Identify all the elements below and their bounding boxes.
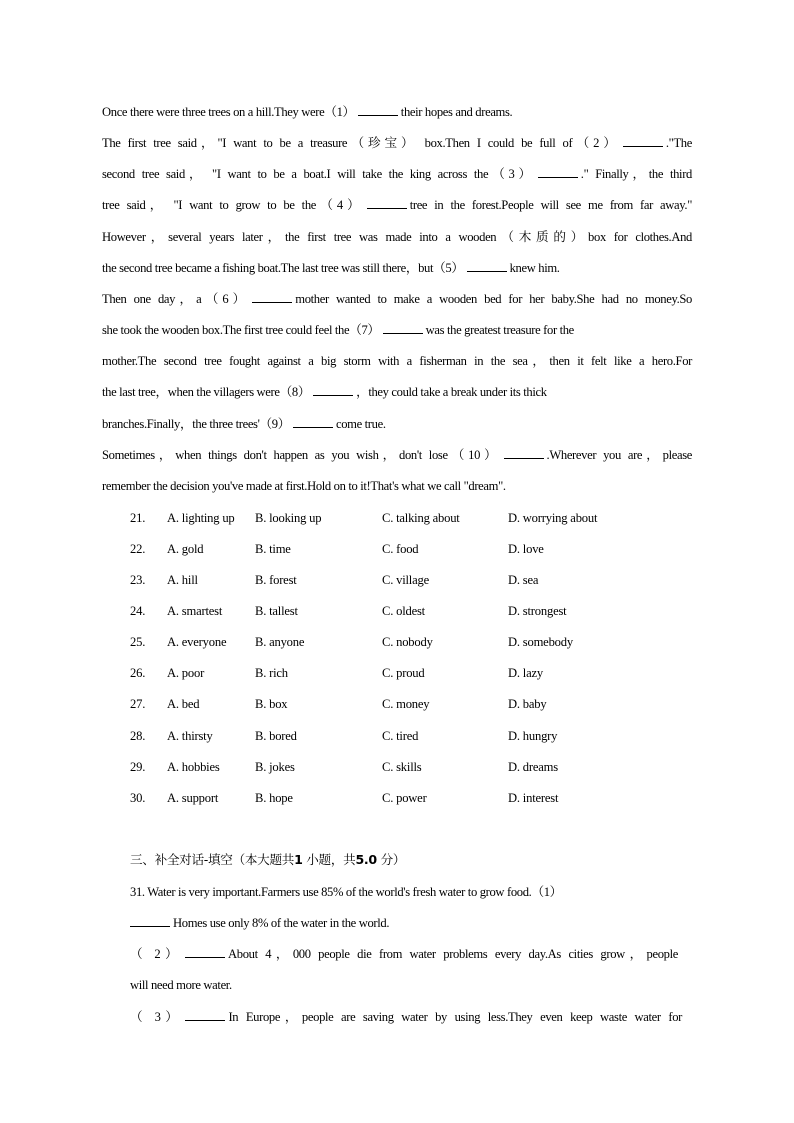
question-number: 21. [130,511,146,525]
option-a[interactable]: A. gold [167,542,204,556]
passage-line-8: she took the wooden box.The first tree could feel the（7） was the greatest treasure for the [102,323,574,337]
question-31-line-3: （ 2） About 4，000 people die from water problems every day.As cities grow，people [130,947,678,961]
blank-31-1[interactable] [130,915,170,927]
question-number: 27. [130,697,146,711]
option-c[interactable]: C. village [382,573,429,587]
option-a[interactable]: A. support [167,791,219,805]
option-a[interactable]: A. poor [167,666,205,680]
option-a[interactable]: A. thirsty [167,729,213,743]
option-c[interactable]: C. money [382,697,430,711]
passage-line-13: remember the decision you've made at first.Hold on to it!That's what we call "dream". [102,479,506,493]
question-22-options [130,541,730,559]
option-b[interactable]: B. tallest [255,604,298,618]
option-b[interactable]: B. time [255,542,291,556]
option-a[interactable]: A. hill [167,573,198,587]
question-25-options [130,634,730,652]
passage-line-3: second tree said， "I want to be a boat.I will take the king across the（3） ." Finally，the third [102,167,692,181]
question-31-line-5: （ 3） In Europe，people are saving water by using less.They even keep waste water for [130,1010,683,1024]
blank-2[interactable] [623,135,663,147]
question-number: 25. [130,635,146,649]
option-b[interactable]: B. box [255,697,288,711]
question-27-options [130,696,730,714]
option-b[interactable]: B. jokes [255,760,295,774]
question-26-options [130,665,730,683]
question-28-options [130,728,730,746]
option-c[interactable]: C. talking about [382,511,460,525]
option-a[interactable]: A. hobbies [167,760,220,774]
blank-4[interactable] [367,197,407,209]
option-a[interactable]: A. lighting up [167,511,235,525]
passage-line-4: tree said， "I want to grow to be the（4） tree in the forest.People will see me from far away." [102,198,692,212]
question-number: 29. [130,760,146,774]
passage-line-10: the last tree，when the villagers were（8） ，they could take a break under its thick [102,385,547,399]
question-number: 24. [130,604,146,618]
section-3-heading: 三、补全对话-填空（本大题共1 小题，共5.0 分） [130,852,406,867]
option-a[interactable]: A. smartest [167,604,223,618]
blank-3[interactable] [538,166,578,178]
option-b[interactable]: B. hope [255,791,293,805]
option-d[interactable]: D. baby [508,697,547,711]
option-c[interactable]: C. food [382,542,419,556]
blank-31-2[interactable] [185,946,225,958]
passage-line-6: the second tree became a fishing boat.The last tree was still there，but（5） knew him. [102,261,560,275]
blank-31-3[interactable] [185,1009,225,1021]
passage-line-7: Then one day，a（6） mother wanted to make a wooden bed for her baby.She had no money.So [102,292,692,306]
question-30-options [130,790,730,808]
option-c[interactable]: C. tired [382,729,419,743]
blank-7[interactable] [383,322,423,334]
question-number: 22. [130,542,146,556]
blank-5[interactable] [467,260,507,272]
passage-line-2: The first tree said，"I want to be a treasure（珍宝） box.Then I could be full of（2） ."The [102,136,692,150]
option-d[interactable]: D. worrying about [508,511,598,525]
question-23-options [130,572,730,590]
option-c[interactable]: C. power [382,791,427,805]
option-d[interactable]: D. lazy [508,666,543,680]
option-c[interactable]: C. proud [382,666,425,680]
option-d[interactable]: D. dreams [508,760,558,774]
option-d[interactable]: D. hungry [508,729,558,743]
passage-line-12: Sometimes，when things don't happen as you wish，don't lose（10） .Wherever you are，please [102,448,692,462]
question-31-line-1: 31. Water is very important.Farmers use 85% of the world's fresh water to grow food.（1） [130,885,562,899]
question-number: 23. [130,573,146,587]
question-21-options [130,510,730,528]
question-29-options [130,759,730,777]
blank-6[interactable] [252,291,292,303]
option-d[interactable]: D. somebody [508,635,573,649]
option-c[interactable]: C. skills [382,760,422,774]
option-b[interactable]: B. anyone [255,635,305,649]
blank-1[interactable] [358,104,398,116]
question-number: 30. [130,791,146,805]
option-a[interactable]: A. bed [167,697,200,711]
option-d[interactable]: D. interest [508,791,559,805]
question-number: 26. [130,666,146,680]
question-24-options [130,603,730,621]
option-b[interactable]: B. bored [255,729,297,743]
blank-10[interactable] [504,447,544,459]
option-c[interactable]: C. nobody [382,635,433,649]
option-b[interactable]: B. rich [255,666,288,680]
option-a[interactable]: A. everyone [167,635,227,649]
option-b[interactable]: B. looking up [255,511,322,525]
option-d[interactable]: D. strongest [508,604,567,618]
blank-9[interactable] [293,416,333,428]
blank-8[interactable] [313,384,353,396]
question-31-line-2: Homes use only 8% of the water in the world. [130,915,389,931]
option-c[interactable]: C. oldest [382,604,425,618]
passage-line-5: However，several years later，the first tree was made into a wooden（木质的）box for clothes.And [102,230,692,244]
option-d[interactable]: D. love [508,542,544,556]
option-d[interactable]: D. sea [508,573,539,587]
question-number: 28. [130,729,146,743]
passage-line-11: branches.Finally，the three trees'（9） come true. [102,417,386,431]
passage-line-1: Once there were three trees on a hill.They were（1） their hopes and dreams. [102,105,513,119]
passage-line-9: mother.The second tree fought against a big storm with a fisherman in the sea，then it felt like a hero.For [102,354,692,368]
option-b[interactable]: B. forest [255,573,297,587]
question-31-line-4: will need more water. [130,978,232,992]
